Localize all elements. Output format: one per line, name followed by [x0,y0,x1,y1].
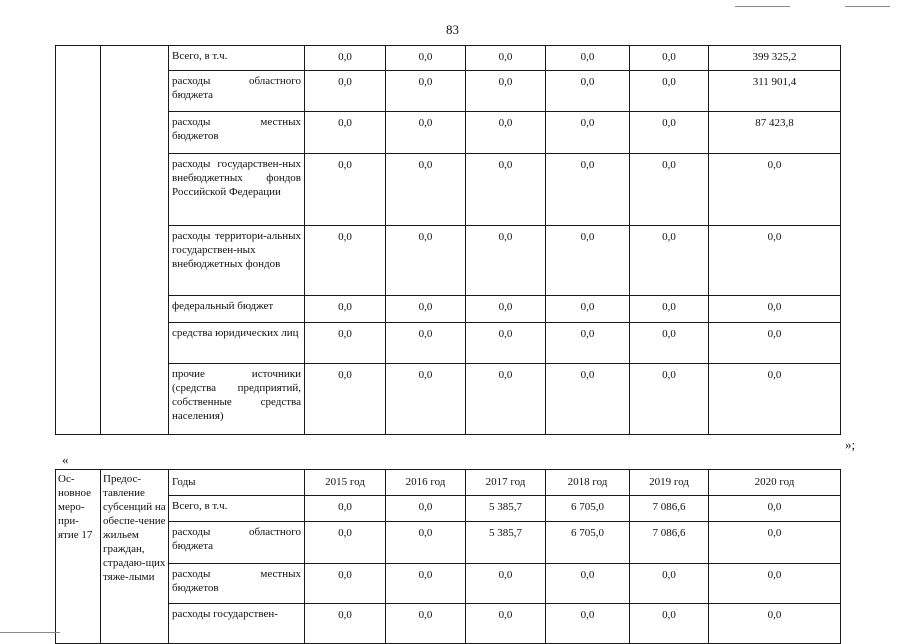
activity-number-cell: Ос-новное меро-при-ятие 17 [56,470,101,644]
header-year: 2017 год [466,470,546,496]
scan-artifact-line [845,6,890,7]
row-label: федеральный бюджет [169,296,305,323]
row-label: средства юридических лиц [169,323,305,364]
row-label: Всего, в т.ч. [169,46,305,71]
value-cell: 0,0 [466,46,546,71]
value-cell: 0,0 [546,296,630,323]
table-row [56,604,841,644]
value-cell: 0,0 [386,296,466,323]
value-cell: 0,0 [466,604,546,644]
value-cell: 7 086,6 [630,496,709,522]
activity-description-cell: Предос-тавление субсенций на обеспе-чение жильем граждан, страдаю-щих тяже-лыми [101,470,169,644]
value-cell: 0,0 [466,564,546,604]
value-cell: 0,0 [305,296,386,323]
value-cell: 0,0 [305,323,386,364]
funding-table-activity-17 [55,469,841,644]
value-cell: 0,0 [709,496,841,522]
value-cell: 0,0 [546,323,630,364]
table-row [56,564,841,604]
value-cell: 0,0 [386,496,466,522]
value-cell: 0,0 [630,564,709,604]
row-label: расходы местных бюджетов [169,112,305,154]
header-year: 2019 год [630,470,709,496]
page-number: 83 [446,22,459,37]
value-cell: 0,0 [546,604,630,644]
value-cell: 0,0 [630,604,709,644]
value-cell: 0,0 [305,564,386,604]
table-row [56,522,841,564]
table-row [56,154,841,226]
funding-table-continued [55,45,841,435]
value-cell: 0,0 [546,71,630,112]
value-cell: 0,0 [709,564,841,604]
value-cell: 87 423,8 [709,112,841,154]
value-cell: 0,0 [305,226,386,296]
value-cell: 0,0 [305,364,386,435]
value-cell: 311 901,4 [709,71,841,112]
value-cell: 0,0 [630,154,709,226]
value-cell: 0,0 [709,296,841,323]
value-cell: 0,0 [630,323,709,364]
value-cell: 0,0 [630,226,709,296]
value-cell: 0,0 [630,112,709,154]
row-label: прочие источники (средства предприятий, собственные средства населения) [169,364,305,435]
value-cell: 0,0 [630,71,709,112]
row-label: расходы областного бюджета [169,71,305,112]
value-cell: 0,0 [709,154,841,226]
table-row [56,296,841,323]
value-cell: 0,0 [305,522,386,564]
value-cell: 399 325,2 [709,46,841,71]
value-cell: 0,0 [546,564,630,604]
value-cell: 0,0 [546,364,630,435]
scan-artifact-line [0,632,60,633]
header-year: 2015 год [305,470,386,496]
value-cell: 0,0 [386,364,466,435]
table-cell-empty [101,46,169,435]
value-cell: 0,0 [709,604,841,644]
value-cell: 0,0 [386,112,466,154]
value-cell: 0,0 [305,604,386,644]
value-cell: 0,0 [466,71,546,112]
value-cell: 0,0 [305,112,386,154]
value-cell: 0,0 [709,226,841,296]
value-cell: 0,0 [466,364,546,435]
value-cell: 0,0 [305,496,386,522]
value-cell: 0,0 [546,226,630,296]
row-label: расходы государствен- [169,604,305,644]
value-cell: 0,0 [709,323,841,364]
value-cell: 0,0 [386,564,466,604]
row-label: расходы территори-альных государствен-ных внебюджетных фондов [169,226,305,296]
value-cell: 0,0 [546,154,630,226]
table-header-row [56,470,841,496]
value-cell: 0,0 [630,46,709,71]
value-cell: 0,0 [305,46,386,71]
value-cell: 0,0 [305,71,386,112]
value-cell: 0,0 [386,604,466,644]
value-cell: 0,0 [466,154,546,226]
table-row [56,71,841,112]
header-year: 2018 год [546,470,630,496]
table-row [56,364,841,435]
row-label: расходы государствен-ных внебюджетных фондов Российской Федерации [169,154,305,226]
closing-quote-mark: »; [845,437,856,452]
value-cell: 5 385,7 [466,522,546,564]
header-years-label: Годы [169,470,305,496]
row-label: расходы местных бюджетов [169,564,305,604]
table-row [56,46,841,71]
value-cell: 0,0 [386,323,466,364]
value-cell: 0,0 [630,296,709,323]
value-cell: 0,0 [466,323,546,364]
value-cell: 7 086,6 [630,522,709,564]
scan-artifact-line [735,6,790,7]
opening-quote-mark: « [62,452,69,467]
value-cell: 0,0 [709,522,841,564]
value-cell: 6 705,0 [546,496,630,522]
value-cell: 0,0 [386,71,466,112]
value-cell: 0,0 [305,154,386,226]
value-cell: 5 385,7 [466,496,546,522]
table-row [56,112,841,154]
table-cell-empty [56,46,101,435]
value-cell: 0,0 [466,296,546,323]
value-cell: 6 705,0 [546,522,630,564]
table-row [56,496,841,522]
table-row [56,323,841,364]
header-year: 2020 год [709,470,841,496]
value-cell: 0,0 [630,364,709,435]
value-cell: 0,0 [386,522,466,564]
value-cell: 0,0 [386,46,466,71]
value-cell: 0,0 [386,226,466,296]
row-label: Всего, в т.ч. [169,496,305,522]
value-cell: 0,0 [466,112,546,154]
value-cell: 0,0 [709,364,841,435]
value-cell: 0,0 [546,46,630,71]
table-row [56,226,841,296]
header-year: 2016 год [386,470,466,496]
value-cell: 0,0 [546,112,630,154]
value-cell: 0,0 [466,226,546,296]
value-cell: 0,0 [386,154,466,226]
row-label: расходы областного бюджета [169,522,305,564]
